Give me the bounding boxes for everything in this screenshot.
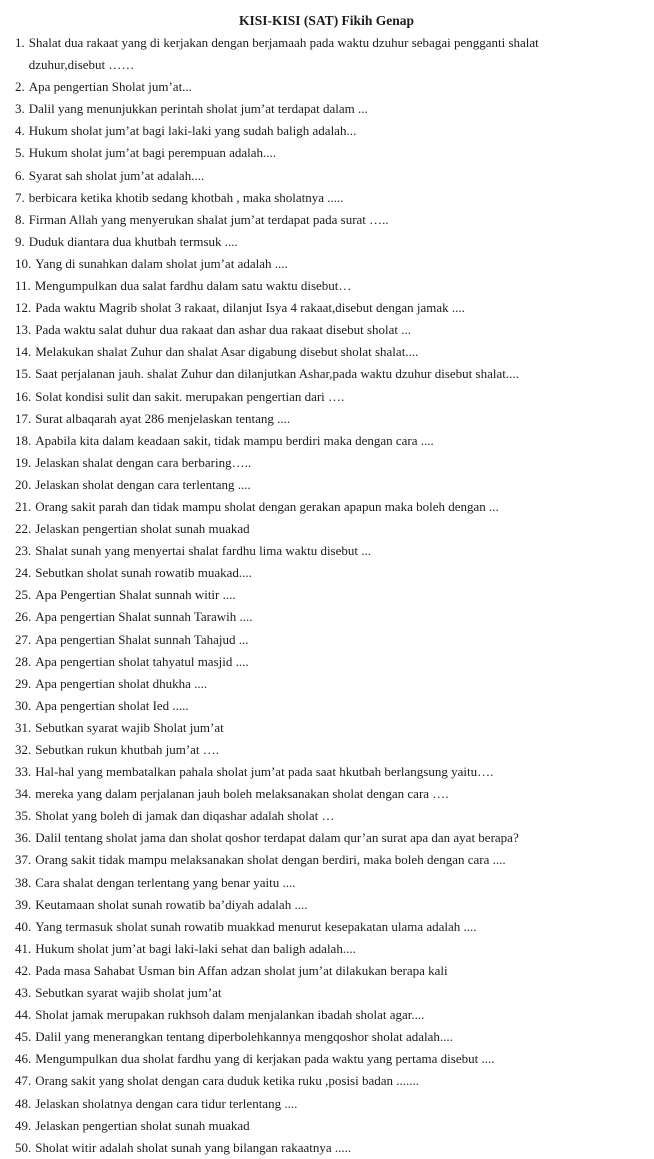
question-number: 10. bbox=[15, 255, 32, 271]
question-item bbox=[15, 584, 646, 606]
question-item bbox=[15, 209, 646, 231]
question-text: Orang sakit yang sholat dengan cara duduk ketika ruku ,posisi badan ....... bbox=[35, 1073, 420, 1089]
question-item bbox=[15, 165, 646, 187]
question-text: Dalil yang menerangkan tentang diperbolehkannya mengqoshor sholat adalah.... bbox=[35, 1029, 453, 1045]
question-number: 5. bbox=[15, 145, 25, 161]
question-item bbox=[15, 739, 646, 761]
question-number: 26. bbox=[15, 609, 32, 625]
question-item bbox=[15, 849, 646, 871]
question-number: 46. bbox=[15, 1051, 32, 1067]
question-item bbox=[15, 452, 646, 474]
question-text: Apa pengertian Shalat sunnah Tarawih .... bbox=[35, 609, 253, 625]
question-number: 8. bbox=[15, 211, 25, 227]
question-item bbox=[15, 386, 646, 408]
question-number: 29. bbox=[15, 675, 32, 691]
question-item bbox=[15, 894, 646, 916]
question-text: Sholat yang boleh di jamak dan diqashar adalah sholat … bbox=[35, 808, 335, 824]
question-text: Mengumpulkan dua salat fardhu dalam satu waktu disebut… bbox=[34, 278, 352, 294]
question-text: Keutamaan sholat sunah rowatib ba’diyah adalah .... bbox=[35, 896, 308, 912]
question-number: 9. bbox=[15, 233, 25, 249]
question-text: Pada masa Sahabat Usman bin Affan adzan sholat jum’at dilakukan berapa kali bbox=[35, 962, 448, 978]
question-item bbox=[15, 408, 646, 430]
question-text: Surat albaqarah ayat 286 menjelaskan tentang .... bbox=[35, 410, 291, 426]
question-text: Pada waktu salat duhur dua rakaat dan ashar dua rakaat disebut sholat ... bbox=[35, 322, 412, 338]
question-text: Solat kondisi sulit dan sakit. merupakan pengertian dari …. bbox=[35, 388, 345, 404]
question-text: Apa Pengertian Shalat sunnah witir .... bbox=[35, 587, 236, 603]
question-text: Firman Allah yang menyerukan shalat jum’at terdapat pada surat ….. bbox=[28, 211, 389, 227]
question-text: Apa pengertian sholat dhukha .... bbox=[35, 675, 208, 691]
question-number: 43. bbox=[15, 985, 32, 1001]
question-item bbox=[15, 540, 646, 562]
question-number: 15. bbox=[15, 366, 32, 382]
question-text: mereka yang dalam perjalanan jauh boleh melaksanakan sholat dengan cara …. bbox=[35, 786, 449, 802]
question-number: 40. bbox=[15, 918, 32, 934]
question-number: 4. bbox=[15, 123, 25, 139]
question-number: 19. bbox=[15, 454, 32, 470]
question-item bbox=[15, 142, 646, 164]
question-item bbox=[15, 1115, 646, 1137]
question-item bbox=[15, 120, 646, 142]
question-number: 7. bbox=[15, 189, 25, 205]
question-item bbox=[15, 761, 646, 783]
question-number: 17. bbox=[15, 410, 32, 426]
question-number: 47. bbox=[15, 1073, 32, 1089]
question-text: Sebutkan rukun khutbah jum’at …. bbox=[35, 742, 220, 757]
question-number: 2. bbox=[15, 79, 25, 95]
question-text: Saat perjalanan jauh. shalat Zuhur dan dilanjutkan Ashar,pada waktu dzuhur disebut shalat.... bbox=[35, 366, 519, 382]
question-text: Hukum sholat jum’at bagi laki-laki yang sudah baligh adalah... bbox=[28, 123, 357, 139]
question-text: Sebutkan syarat wajib Sholat jum’at bbox=[35, 719, 224, 735]
question-text: Melakukan shalat Zuhur dan shalat Asar digabung disebut sholat shalat.... bbox=[35, 344, 419, 360]
question-text: Hukum sholat jum’at bagi laki-laki sehat dan baligh adalah.... bbox=[35, 940, 356, 956]
question-text: berbicara ketika khotib sedang khotbah , maka sholatnya ..... bbox=[28, 189, 344, 205]
question-item bbox=[15, 430, 646, 452]
question-text: Orang sakit tidak mampu melaksanakan sholat dengan berdiri, maka boleh dengan cara .... bbox=[35, 852, 506, 868]
question-text: Hukum sholat jum’at bagi perempuan adalah.... bbox=[28, 145, 277, 161]
question-item bbox=[15, 297, 646, 319]
question-number: 33. bbox=[15, 764, 32, 780]
question-item bbox=[15, 827, 646, 849]
question-item bbox=[15, 562, 646, 584]
question-number: 21. bbox=[15, 498, 32, 514]
question-number: 31. bbox=[15, 719, 32, 735]
question-text: Yang di sunahkan dalam sholat jum’at adalah .... bbox=[35, 255, 288, 271]
question-text: Apa pengertian sholat Ied ..... bbox=[35, 697, 189, 713]
question-text: Yang termasuk sholat sunah rowatib muakkad menurut kesepakatan ulama adalah .... bbox=[35, 918, 477, 934]
question-item bbox=[15, 474, 646, 496]
question-text: Shalat sunah yang menyertai shalat fardhu lima waktu disebut ... bbox=[35, 543, 371, 559]
question-item bbox=[15, 717, 646, 739]
question-item bbox=[15, 187, 646, 209]
question-text: Sholat witir adalah sholat sunah yang bilangan rakaatnya ..... bbox=[35, 1139, 352, 1155]
question-number: 1. bbox=[15, 35, 25, 50]
question-item bbox=[15, 629, 646, 651]
question-text: Orang sakit parah dan tidak mampu sholat dengan gerakan apapun maka boleh dengan ... bbox=[35, 498, 499, 514]
question-text-line-2: dzuhur,disebut …… bbox=[28, 57, 135, 73]
question-item bbox=[15, 916, 646, 938]
question-text: Jelaskan shalat dengan cara berbaring….. bbox=[35, 454, 252, 470]
question-number: 27. bbox=[15, 631, 32, 647]
question-item bbox=[15, 606, 646, 628]
question-number: 3. bbox=[15, 101, 25, 117]
question-number: 48. bbox=[15, 1095, 32, 1111]
question-item bbox=[15, 363, 646, 385]
question-text: Pada waktu Magrib sholat 3 rakaat, dilanjut Isya 4 rakaat,disebut dengan jamak .... bbox=[35, 300, 465, 316]
question-number: 39. bbox=[15, 896, 32, 912]
question-text: Sholat jamak merupakan rukhsoh dalam menjalankan ibadah sholat agar.... bbox=[35, 1007, 425, 1023]
question-item bbox=[15, 673, 646, 695]
question-number: 13. bbox=[15, 322, 32, 338]
question-text: Mengumpulkan dua sholat fardhu yang di kerjakan pada waktu yang pertama disebut .... bbox=[35, 1051, 495, 1067]
question-item bbox=[15, 32, 646, 76]
question-text: Syarat sah sholat jum’at adalah.... bbox=[28, 167, 205, 183]
question-text: Hal-hal yang membatalkan pahala sholat jum’at pada saat hkutbah berlangsung yaitu…. bbox=[35, 764, 494, 780]
question-number: 28. bbox=[15, 653, 32, 669]
question-number: 20. bbox=[15, 476, 32, 492]
question-item bbox=[15, 275, 646, 297]
question-number: 42. bbox=[15, 962, 32, 978]
question-item bbox=[15, 982, 646, 1004]
question-item bbox=[15, 319, 646, 341]
question-text: Jelaskan pengertian sholat sunah muakad bbox=[35, 1117, 250, 1133]
question-text: Duduk diantara dua khutbah termsuk .... bbox=[28, 233, 238, 249]
question-number: 22. bbox=[15, 521, 32, 537]
question-number: 14. bbox=[15, 344, 32, 360]
question-item bbox=[15, 98, 646, 120]
question-text: Cara shalat dengan terlentang yang benar yaitu .... bbox=[35, 874, 296, 890]
question-item bbox=[15, 518, 646, 540]
question-text: Jelaskan sholat dengan cara terlentang .... bbox=[35, 476, 251, 492]
question-text: Apa pengertian Shalat sunnah Tahajud ... bbox=[35, 631, 249, 647]
question-item bbox=[15, 1026, 646, 1048]
question-number: 49. bbox=[15, 1117, 32, 1133]
question-number: 25. bbox=[15, 587, 32, 603]
question-item bbox=[15, 872, 646, 894]
question-number: 6. bbox=[15, 167, 25, 183]
question-number: 18. bbox=[15, 432, 32, 448]
question-text: Jelaskan sholatnya dengan cara tidur terlentang .... bbox=[35, 1095, 298, 1111]
question-item bbox=[15, 651, 646, 673]
question-number: 11. bbox=[15, 278, 31, 294]
question-number: 24. bbox=[15, 565, 32, 581]
question-item bbox=[15, 695, 646, 717]
question-text: Apabila kita dalam keadaan sakit, tidak mampu berdiri maka dengan cara .... bbox=[35, 432, 434, 448]
question-list bbox=[15, 32, 646, 1159]
question-item bbox=[15, 1093, 646, 1115]
question-number: 50. bbox=[15, 1139, 32, 1155]
question-number: 16. bbox=[15, 388, 32, 404]
question-number: 36. bbox=[15, 830, 32, 846]
question-text: Sebutkan sholat sunah rowatib muakad.... bbox=[35, 565, 252, 581]
question-item bbox=[15, 231, 646, 253]
question-item bbox=[15, 783, 646, 805]
question-number: 35. bbox=[15, 808, 32, 824]
question-text: Dalil yang menunjukkan perintah sholat jum’at terdapat dalam ... bbox=[28, 101, 368, 117]
question-item bbox=[15, 805, 646, 827]
question-number: 12. bbox=[15, 300, 32, 316]
question-item bbox=[15, 76, 646, 98]
question-item bbox=[15, 496, 646, 518]
question-number: 44. bbox=[15, 1007, 32, 1023]
question-item bbox=[15, 1004, 646, 1026]
question-item bbox=[15, 960, 646, 982]
question-number: 32. bbox=[15, 742, 32, 757]
question-text: Apa pengertian sholat tahyatul masjid .... bbox=[35, 653, 249, 669]
question-item bbox=[15, 1137, 646, 1159]
question-number: 41. bbox=[15, 940, 32, 956]
question-text: Apa pengertian Sholat jum’at... bbox=[28, 79, 192, 95]
question-item bbox=[15, 1070, 646, 1092]
question-number: 45. bbox=[15, 1029, 32, 1045]
question-text: Jelaskan pengertian sholat sunah muakad bbox=[35, 521, 250, 537]
question-text: Dalil tentang sholat jama dan sholat qoshor terdapat dalam qur’an surat apa dan ayat berapa? bbox=[35, 830, 519, 846]
question-item bbox=[15, 1048, 646, 1070]
question-item bbox=[15, 938, 646, 960]
question-item bbox=[15, 341, 646, 363]
question-item bbox=[15, 253, 646, 275]
question-number: 37. bbox=[15, 852, 32, 868]
page-title: KISI-KISI (SAT) Fikih Genap bbox=[239, 13, 414, 28]
question-text: Sebutkan syarat wajib sholat jum’at bbox=[35, 985, 222, 1001]
question-number: 34. bbox=[15, 786, 32, 802]
question-number: 23. bbox=[15, 543, 32, 559]
question-text bbox=[29, 32, 646, 76]
question-number: 30. bbox=[15, 697, 32, 713]
question-text-line-1: Shalat dua rakaat yang di kerjakan dengan berjamaah pada waktu dzuhur sebagai pengganti shalat bbox=[28, 35, 539, 50]
question-number: 38. bbox=[15, 874, 32, 890]
